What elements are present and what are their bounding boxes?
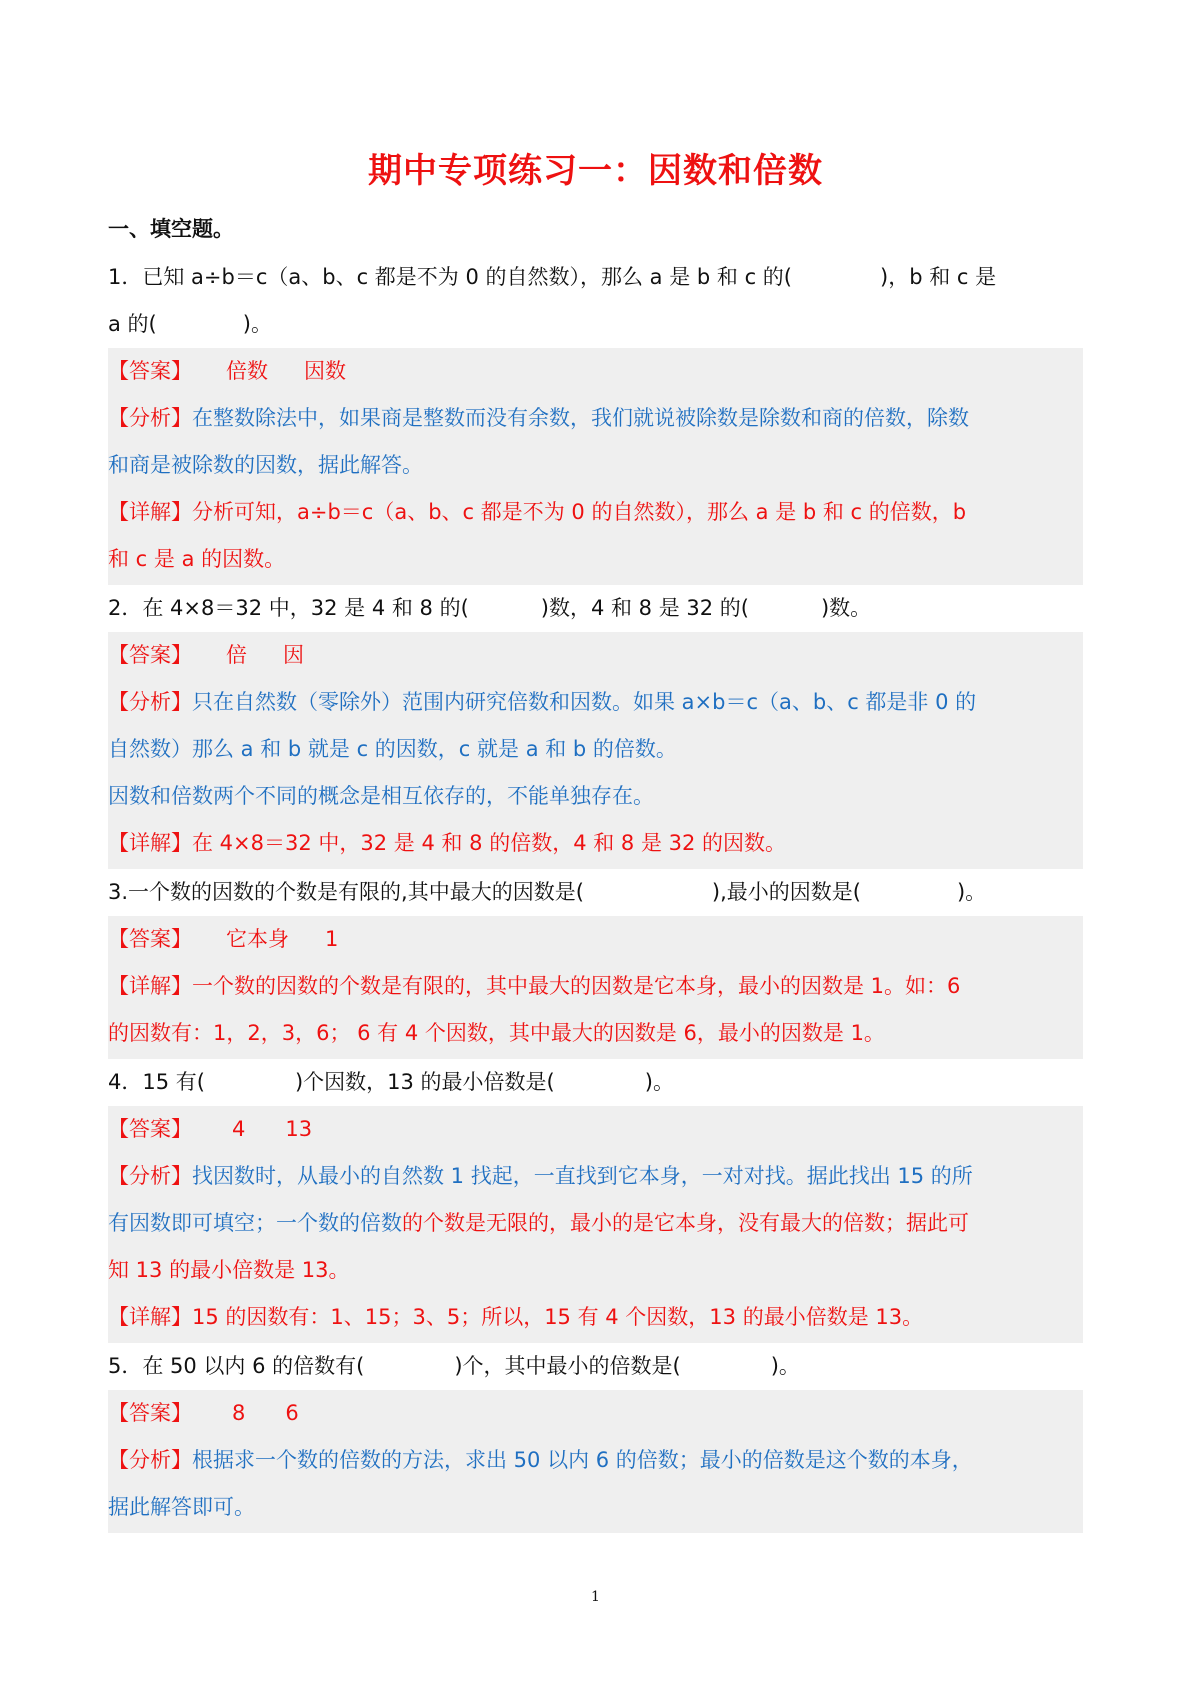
detail-line: 和 c 是 a 的因数。 — [108, 547, 286, 571]
answer-line: 【答案】 倍 因 — [108, 643, 304, 667]
detail-line: 【详解】分析可知，a÷b＝c（a、b、c 都是不为 0 的自然数），那么 a 是 b 和 c 的倍数，b — [108, 500, 967, 524]
question-3: 3.一个数的因数的个数是有限的,其中最大的因数是( ),最小的因数是( )。 — [108, 880, 987, 904]
analysis-line: 【分析】在整数除法中，如果商是整数而没有余数，我们就说被除数是除数和商的倍数，除数 — [108, 406, 969, 430]
detail-line: 【详解】一个数的因数的个数是有限的，其中最大的因数是它本身，最小的因数是 1。如：6 — [108, 974, 961, 998]
analysis-line: 【分析】根据求一个数的倍数的方法，求出 50 以内 6 的倍数；最小的倍数是这个数的本身， — [108, 1448, 973, 1472]
page-title: 期中专项练习一：因数和倍数 — [368, 151, 823, 191]
analysis-line: 知 13 的最小倍数是 13。 — [108, 1258, 350, 1282]
analysis-line: 和商是被除数的因数，据此解答。 — [108, 453, 423, 477]
section-heading: 一、填空题。 — [108, 217, 234, 241]
detail-line: 【详解】在 4×8＝32 中，32 是 4 和 8 的倍数，4 和 8 是 32 的因数。 — [108, 831, 787, 855]
answer-line: 【答案】 它本身 1 — [108, 927, 339, 951]
question-5-solution — [108, 1390, 1083, 1533]
question-2: 2．在 4×8＝32 中，32 是 4 和 8 的( )数，4 和 8 是 32 的( )数。 — [108, 596, 872, 620]
question-4-solution — [108, 1106, 1083, 1343]
analysis-line: 有因数即可填空；一个数的倍数的个数是无限的，最小的是它本身，没有最大的倍数；据此可 — [108, 1211, 969, 1235]
content — [108, 212, 1083, 1533]
detail-line: 的因数有：1，2，3，6； 6 有 4 个因数，其中最大的因数是 6，最小的因数是 1。 — [108, 1021, 885, 1045]
question-3-solution — [108, 916, 1083, 1059]
question-2-solution — [108, 632, 1083, 869]
answer-line: 【答案】 8 6 — [108, 1401, 299, 1425]
question-4: 4．15 有( )个因数，13 的最小倍数是( )。 — [108, 1070, 674, 1094]
page-number: 1 — [591, 1589, 600, 1605]
analysis-line: 【分析】找因数时，从最小的自然数 1 找起，一直找到它本身，一对对找。据此找出 15 的所 — [108, 1164, 973, 1188]
detail-line: 【详解】15 的因数有：1、15；3、5；所以，15 有 4 个因数，13 的最小倍数是 13。 — [108, 1305, 924, 1329]
analysis-line: 据此解答即可。 — [108, 1495, 255, 1519]
question-5: 5．在 50 以内 6 的倍数有( )个，其中最小的倍数是( )。 — [108, 1354, 800, 1378]
analysis-line: 自然数）那么 a 和 b 就是 c 的因数，c 就是 a 和 b 的倍数。 — [108, 737, 677, 761]
answer-line: 【答案】 4 13 — [108, 1117, 313, 1141]
question-1-solution — [108, 348, 1083, 585]
analysis-line: 因数和倍数两个不同的概念是相互依存的，不能单独存在。 — [108, 784, 654, 808]
analysis-line: 【分析】只在自然数（零除外）范围内研究倍数和因数。如果 a×b＝c（a、b、c 都是非 0 的 — [108, 690, 977, 714]
answer-line: 【答案】 倍数 因数 — [108, 359, 346, 383]
question-1-line-2: a 的( )。 — [108, 312, 272, 336]
question-1-line-1: 1．已知 a÷b＝c（a、b、c 都是不为 0 的自然数），那么 a 是 b 和 c 的( )，b 和 c 是 — [108, 265, 997, 289]
